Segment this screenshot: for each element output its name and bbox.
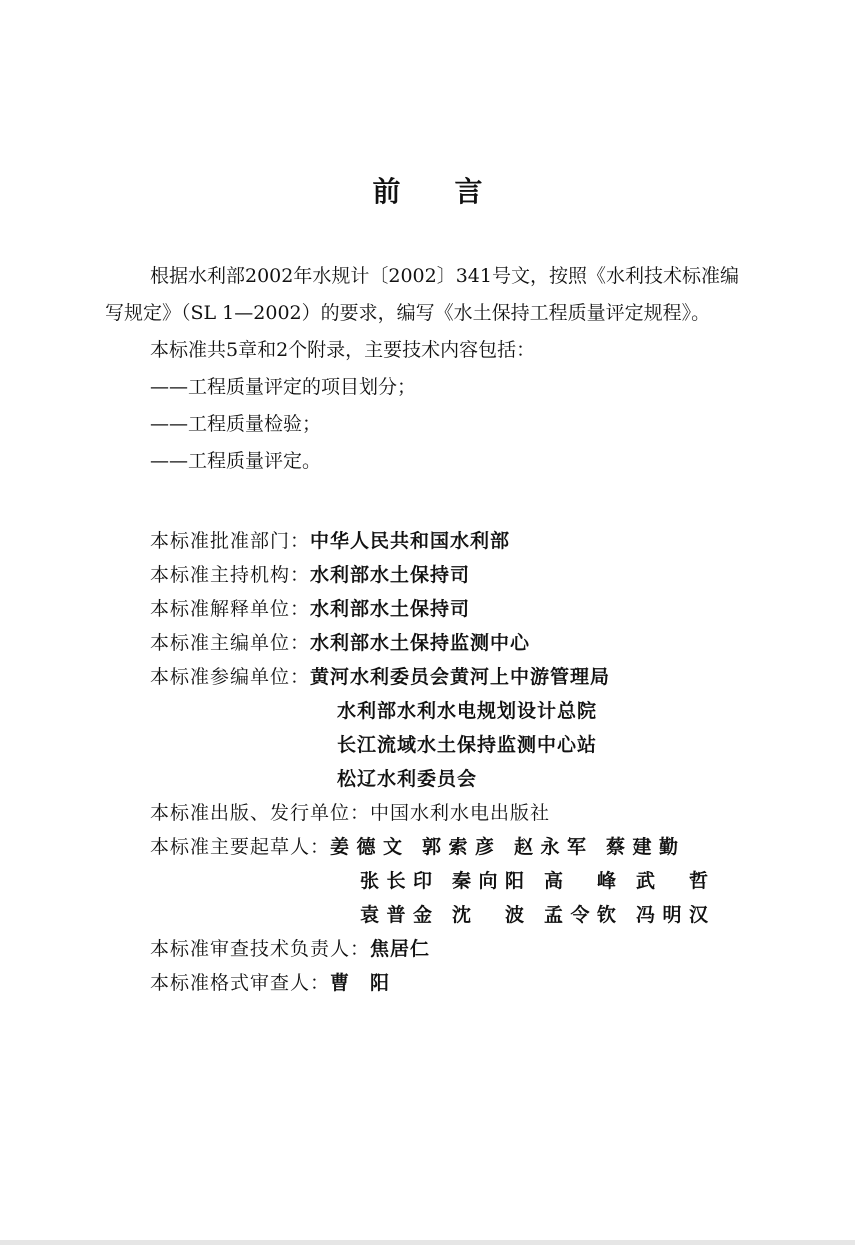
credit-value: 水利部水土保持司: [310, 564, 471, 586]
credit-row-drafters: [150, 830, 728, 864]
drafter-names: [360, 864, 728, 898]
drafter-names: [330, 830, 698, 864]
content-item: ——工程质量检验；: [150, 413, 322, 435]
credit-label: 本标准解释单位：: [150, 598, 311, 620]
credit-value: 曹 阳: [330, 972, 391, 994]
credit-label: 本标准格式审查人：: [150, 972, 331, 994]
credit-row-co-editor-cont: [150, 728, 728, 762]
drafter-name: 姜德文: [330, 836, 403, 858]
drafter-name: 沈 波: [452, 904, 524, 926]
credit-value: 中国水利水电出版社: [370, 802, 551, 824]
drafter-name: 秦向阳: [452, 870, 524, 892]
drafter-names: [360, 898, 728, 932]
credit-row-tech-reviewer: [150, 932, 728, 966]
credit-row-co-editor-cont: [150, 694, 728, 728]
co-editor-name: 松辽水利委员会: [337, 768, 478, 790]
drafter-name: 赵永军: [514, 836, 587, 858]
credit-row-format-reviewer: [150, 966, 728, 1000]
credit-value: 水利部水土保持监测中心: [310, 632, 531, 654]
credit-label: 本标准批准部门：: [150, 530, 311, 552]
drafter-name: 张长印: [360, 870, 432, 892]
content-item: ——工程质量评定的项目划分；: [150, 376, 417, 398]
credit-row-host: [150, 558, 728, 592]
page-title: 前言: [372, 175, 537, 208]
drafter-name: 蔡建勤: [606, 836, 679, 858]
co-editor-name: 水利部水利水电规划设计总院: [337, 700, 598, 722]
drafter-name: 郭索彦: [422, 836, 495, 858]
credit-row-approve: [150, 524, 728, 558]
credit-label: 本标准出版、发行单位：: [150, 802, 371, 824]
credit-label: 本标准主持机构：: [150, 564, 311, 586]
page-bottom-edge: [0, 1240, 855, 1245]
credit-row-co-editor: [150, 660, 728, 694]
drafter-name: 高 峰: [544, 870, 616, 892]
credit-row-drafters-cont: [150, 864, 728, 898]
drafter-name: 冯明汉: [636, 904, 708, 926]
credit-value: 焦居仁: [370, 938, 431, 960]
credit-label: 本标准参编单位：: [150, 666, 311, 688]
intro-paragraph-1: 根据水利部2002年水规计〔2002〕341号文，按照《水利技术标准编写规定》（SL 1—2002）的要求，编写《水土保持工程质量评定规程》。: [105, 265, 739, 324]
credit-row-co-editor-cont: [150, 762, 728, 796]
credit-label: 本标准主编单位：: [150, 632, 311, 654]
co-editor-name: 长江流域水土保持监测中心站: [337, 734, 598, 756]
credit-row-publisher: [150, 796, 728, 830]
intro-paragraph-2: 本标准共5章和2个附录，主要技术内容包括：: [150, 339, 536, 361]
drafter-name: 孟令钦: [544, 904, 616, 926]
credit-row-interpret: [150, 592, 728, 626]
drafter-name: 袁普金: [360, 904, 432, 926]
drafter-name: 武 哲: [636, 870, 708, 892]
credit-row-drafters-cont: [150, 898, 728, 932]
credit-label: 本标准主要起草人：: [150, 836, 331, 858]
credit-label: 本标准审查技术负责人：: [150, 938, 371, 960]
co-editor-name: 黄河水利委员会黄河上中游管理局: [310, 666, 611, 688]
foreword-body: [105, 258, 755, 480]
credit-value: 水利部水土保持司: [310, 598, 471, 620]
credit-row-chief-editor: [150, 626, 728, 660]
credit-value: 中华人民共和国水利部: [310, 530, 511, 552]
content-item: ——工程质量评定。: [150, 450, 322, 472]
credits-block: [150, 524, 728, 1000]
